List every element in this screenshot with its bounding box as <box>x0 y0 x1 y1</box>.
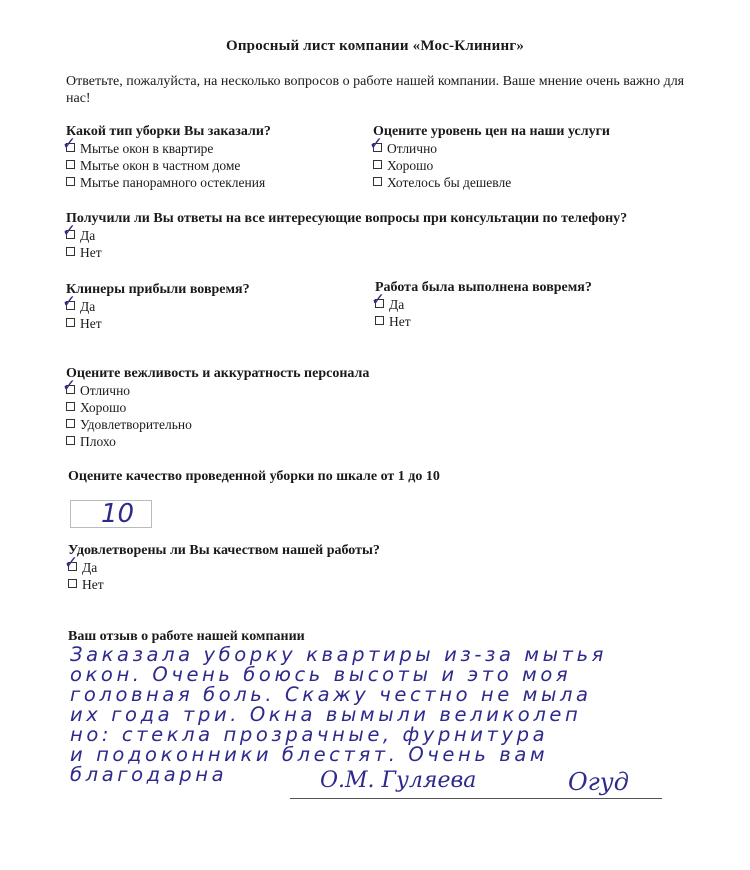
question-phone <box>62 211 628 261</box>
feedback-text[interactable] <box>70 645 730 785</box>
option-no[interactable]: Нет <box>66 315 250 332</box>
question-cleaning-type <box>62 124 271 191</box>
checkbox[interactable] <box>66 177 75 186</box>
signature-line <box>290 798 662 799</box>
checkbox[interactable] <box>66 419 75 428</box>
question-label: Получили ли Вы ответы на все интересующие вопросы при консультации по телефону? <box>66 211 628 226</box>
option-no[interactable]: Нет <box>68 576 380 593</box>
feedback-line: но: стекла прозрачные, фурнитура <box>70 723 549 746</box>
score-question-label: Оцените качество проведенной уборки по шкале от 1 до 10 <box>68 469 440 484</box>
feedback-label: Ваш отзыв о работе нашей компании <box>68 629 305 644</box>
option-excellent[interactable]: ✓ Отлично <box>62 376 131 398</box>
signature-mark: Огуд <box>568 768 629 796</box>
check-mark-icon: ✓ <box>371 290 386 310</box>
form-title: Опросный лист компании «Мос-Клининг» <box>225 38 525 54</box>
signature-name: О.М. Гуляева <box>320 768 477 793</box>
option-yes[interactable]: ✓ Да <box>62 221 96 243</box>
feedback-line: и подоконники блестят. Очень вам <box>70 743 549 766</box>
feedback-line: благодарна <box>70 763 228 786</box>
check-mark-icon: ✓ <box>62 376 77 396</box>
option-windows-house[interactable]: Мытье окон в частном доме <box>66 157 271 174</box>
question-arrival <box>62 282 250 332</box>
option-poor[interactable]: Плохо <box>66 433 369 450</box>
option-panoramic[interactable]: Мытье панорамного остекления <box>66 174 271 191</box>
score-input[interactable] <box>70 500 152 528</box>
question-price <box>369 124 611 191</box>
check-mark-icon: ✓ <box>369 134 384 154</box>
check-mark-icon: ✓ <box>62 292 77 312</box>
question-label: Какой тип уборки Вы заказали? <box>66 124 271 139</box>
checkbox[interactable] <box>373 160 382 169</box>
feedback-line: окон. Очень боюсь высоты и это моя <box>70 663 572 686</box>
checkbox[interactable] <box>66 247 75 256</box>
question-satisfied <box>64 543 380 593</box>
checkbox[interactable] <box>375 316 384 325</box>
feedback-line: Заказала уборку квартиры из-за мытья <box>70 643 607 666</box>
option-no[interactable]: Нет <box>66 244 627 261</box>
check-mark-icon: ✓ <box>62 134 77 154</box>
question-label: Оцените уровень цен на наши услуги <box>373 124 611 139</box>
option-windows-apartment[interactable]: ✓ Мытье окон в квартире <box>62 134 214 156</box>
checkbox[interactable] <box>373 177 382 186</box>
option-excellent[interactable]: ✓ Отлично <box>369 134 438 156</box>
option-yes[interactable]: ✓ Да <box>371 290 405 312</box>
question-label: Клинеры прибыли вовремя? <box>66 282 250 297</box>
checkbox[interactable] <box>66 402 75 411</box>
question-label: Работа была выполнена вовремя? <box>375 280 592 295</box>
question-politeness <box>62 366 370 450</box>
option-good[interactable]: Хорошо <box>373 157 610 174</box>
option-cheaper[interactable]: Хотелось бы дешевле <box>373 174 610 191</box>
option-yes[interactable]: ✓ Да <box>64 553 98 575</box>
feedback-line: их года три. Окна вымыли великолеп <box>70 703 582 726</box>
option-yes[interactable]: ✓ Да <box>62 292 96 314</box>
question-ontime <box>371 280 592 330</box>
checkbox[interactable] <box>66 318 75 327</box>
option-satisfactory[interactable]: Удовлетворительно <box>66 416 369 433</box>
checkbox[interactable] <box>68 579 77 588</box>
feedback-line: головная боль. Скажу честно не мыла <box>70 683 592 706</box>
intro-text: Ответьте, пожалуйста, на несколько вопросов о работе нашей компании. Ваше мнение очень важно для нас! <box>66 74 685 106</box>
question-label: Удовлетворены ли Вы качеством нашей работы? <box>68 543 380 558</box>
checkbox[interactable] <box>66 160 75 169</box>
check-mark-icon: ✓ <box>62 221 77 241</box>
question-label: Оцените вежливость и аккуратность персонала <box>66 366 370 381</box>
option-good[interactable]: Хорошо <box>66 399 369 416</box>
option-no[interactable]: Нет <box>375 313 592 330</box>
checkbox[interactable] <box>66 436 75 445</box>
score-value: 10 <box>101 499 135 529</box>
check-mark-icon: ✓ <box>64 553 79 573</box>
